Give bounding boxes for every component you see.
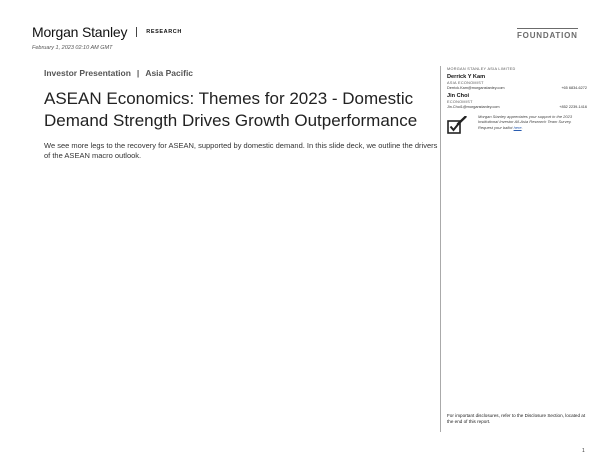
survey-message: Morgan Stanley appreciates your support in the 2023 Institutional Investor All-Asia Research Team Survey. Request your ballot	[478, 114, 573, 130]
author-sidebar	[447, 67, 587, 134]
author-email[interactable]: Jin.Choi1@morganstanley.com	[447, 105, 500, 109]
survey-end: .	[521, 124, 523, 130]
brand-logo: Morgan Stanley	[32, 24, 128, 40]
author-contact	[447, 86, 587, 90]
author-name: Jin Choi	[447, 93, 470, 99]
author-phone: +852 2239-1416	[559, 105, 587, 109]
research-label: RESEARCH	[146, 29, 182, 35]
author-phone: +65 6834-6272	[561, 86, 587, 90]
kicker-separator: |	[136, 68, 140, 78]
brand-header	[32, 24, 182, 40]
column-divider	[440, 66, 441, 432]
author-organization: MORGAN STANLEY ASIA LIMITED	[447, 67, 516, 71]
survey-text	[478, 114, 586, 134]
report-summary: We see more legs to the recovery for ASEAN, supported by domestic demand. In this slide deck, we outline the drivers of the ASEAN macro outlook.	[44, 141, 438, 160]
report-kicker	[44, 68, 193, 78]
publish-date: February 1, 2023 02:10 AM GMT	[32, 45, 113, 51]
report-type: Investor Presentation	[44, 68, 131, 78]
ballot-link[interactable]: here	[513, 124, 522, 130]
author-role: ASIA ECONOMIST	[447, 81, 484, 85]
page-number: 1	[582, 448, 585, 454]
author-role: ECONOMIST	[447, 100, 473, 104]
author-card	[447, 93, 587, 109]
report-region: Asia Pacific	[145, 68, 194, 78]
foundation-label: FOUNDATION	[517, 28, 578, 40]
report-title: ASEAN Economics: Themes for 2023 - Domestic Demand Strength Drives Growth Outperformance	[44, 89, 418, 130]
brand-divider	[136, 27, 137, 37]
disclosure-note: For important disclosures, refer to the Disclosure Section, located at the end of this report.	[447, 413, 586, 424]
author-card	[447, 74, 587, 90]
author-name: Derrick Y Kam	[447, 74, 486, 80]
author-contact	[447, 105, 587, 109]
author-email[interactable]: Derrick.Kam@morganstanley.com	[447, 86, 505, 90]
ballot-check-icon	[447, 116, 467, 134]
survey-notice	[447, 114, 587, 134]
